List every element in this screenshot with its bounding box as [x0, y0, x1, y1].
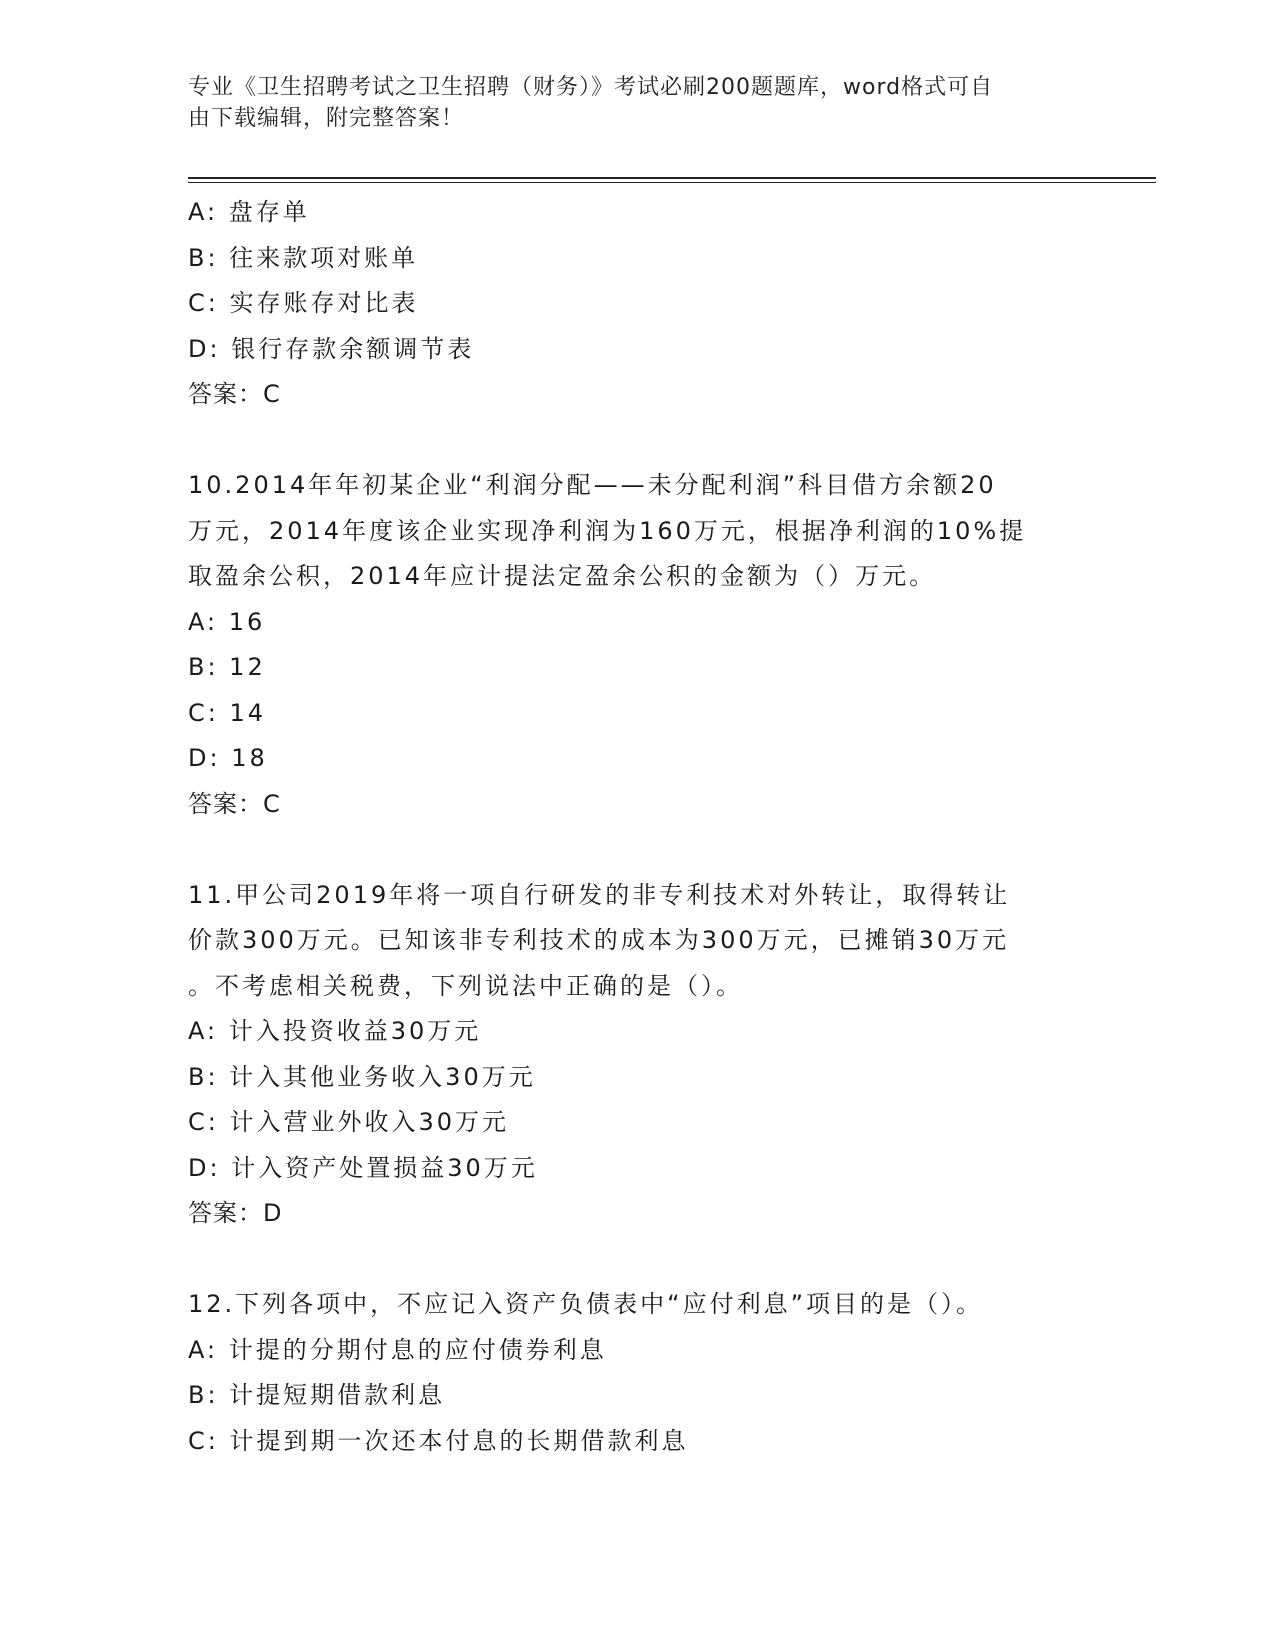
option-c: C: 计提到期一次还本付息的长期借款利息: [188, 1426, 689, 1455]
header-line-2: 由下载编辑，附完整答案！: [188, 106, 465, 131]
question-content: [188, 190, 1088, 1464]
question-12: [188, 1282, 1088, 1464]
option-b: B: 计入其他业务收入30万元: [188, 1062, 536, 1091]
question-stem-line: 12.下列各项中，不应记入资产负债表中“应付利息”项目的是（）。: [188, 1290, 984, 1318]
question-stem-line: 11.甲公司2019年将一项自行研发的非专利技术对外转让，取得转让: [188, 880, 1011, 909]
question-11: [188, 873, 1088, 1237]
option-b: B: 计提短期借款利息: [188, 1381, 446, 1409]
question-stem-line: 取盈余公积，2014年应计提法定盈余公积的金额为（）万元。: [188, 562, 937, 590]
spacer: [188, 1237, 1088, 1283]
answer: 答案：D: [188, 1199, 283, 1227]
question-stem-line: 价款300万元。已知该非专利技术的成本为300万元，已摊销30万元: [188, 926, 1010, 954]
option-a: A: 16: [188, 607, 266, 636]
header-divider-thin: [188, 182, 1156, 183]
option-d: D: 银行存款余额调节表: [188, 334, 475, 363]
spacer: [188, 418, 1088, 464]
header-divider-thick: [188, 177, 1156, 179]
answer: 答案：C: [188, 380, 281, 408]
question-stem-line: 万元，2014年度该企业实现净利润为160万元，根据净利润的10%提: [188, 516, 1027, 545]
spacer: [188, 827, 1088, 873]
option-d: D: 计入资产处置损益30万元: [188, 1153, 538, 1182]
option-b: B: 往来款项对账单: [188, 243, 419, 272]
option-d: D: 18: [188, 744, 268, 772]
question-9: [188, 190, 1088, 418]
question-10: [188, 463, 1088, 827]
option-a: A: 计提的分期付息的应付债券利息: [188, 1335, 607, 1364]
option-c: C: 实存账存对比表: [188, 289, 419, 317]
option-c: C: 计入营业外收入30万元: [188, 1108, 510, 1136]
document-header: [188, 72, 1068, 134]
option-a: A: 计入投资收益30万元: [188, 1017, 482, 1045]
option-c: C: 14: [188, 698, 267, 727]
option-a: A: 盘存单: [188, 198, 310, 226]
header-line-1: 专业《卫生招聘考试之卫生招聘（财务）》考试必刷200题题库，word格式可自: [188, 75, 994, 100]
answer: 答案：C: [188, 789, 281, 818]
question-stem-line: 。不考虑相关税费，下列说法中正确的是（）。: [188, 971, 743, 1000]
option-b: B: 12: [188, 653, 266, 681]
question-stem-line: 10.2014年年初某企业“利润分配——未分配利润”科目借方余额20: [188, 471, 997, 499]
